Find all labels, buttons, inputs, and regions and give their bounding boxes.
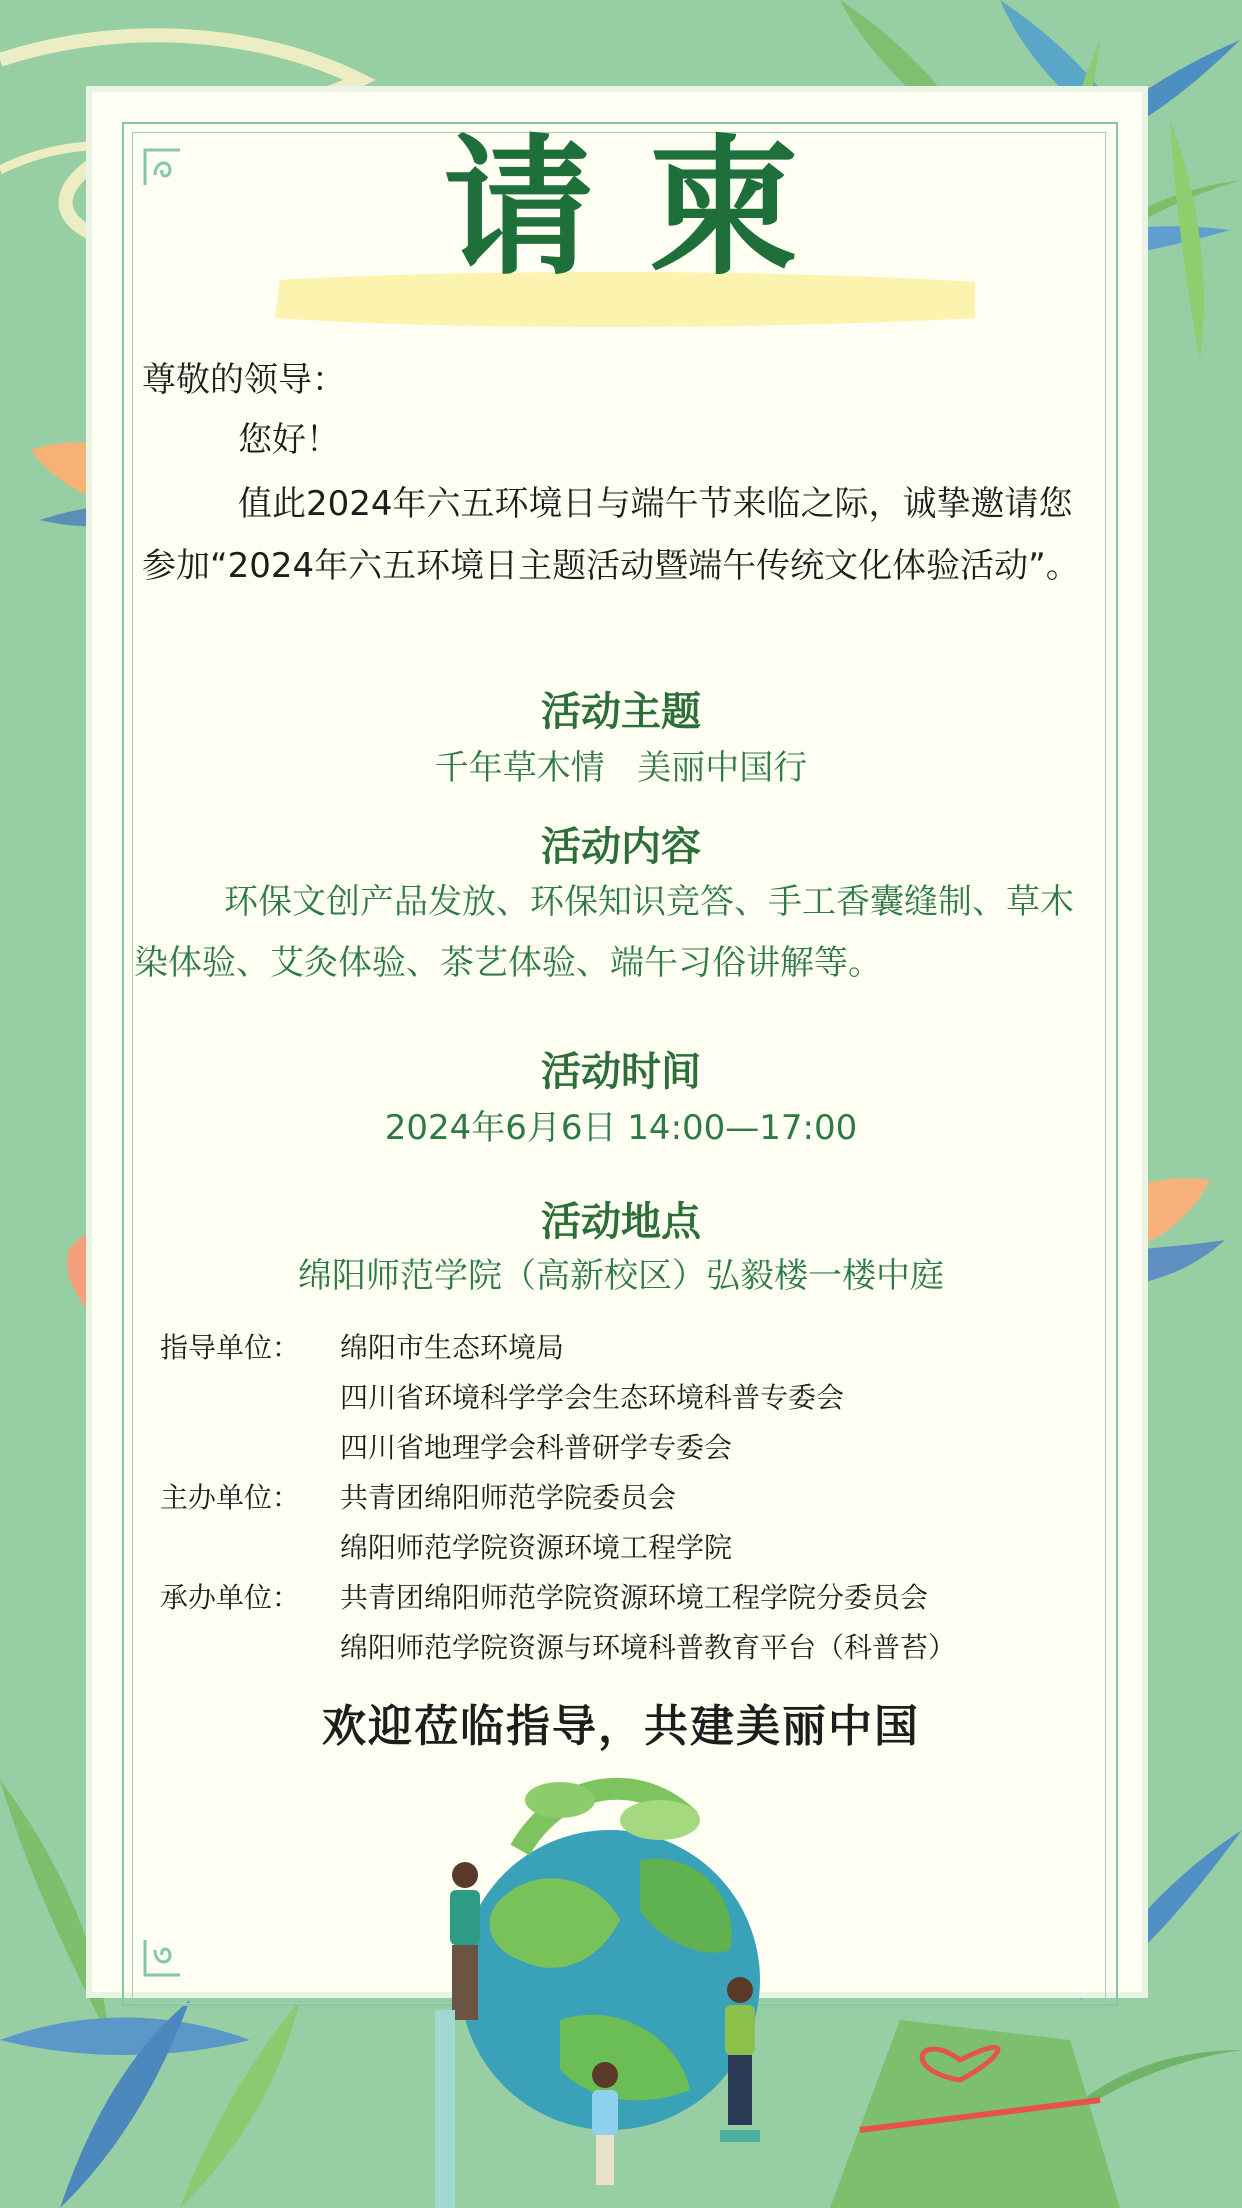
- organizer-label: 承办单位：: [160, 1581, 301, 1614]
- activities-heading: 活动内容: [541, 824, 701, 870]
- organizer-unit-2: 绵阳师范学院资源与环境科普教育平台（科普苔）: [340, 1631, 957, 1664]
- activities-text: 环保文创产品发放、环保知识竞答、手工香囊缝制、草木染体验、艾灸体验、茶艺体验、端午习俗讲解等。: [134, 882, 1074, 983]
- host-label: 主办单位：: [160, 1481, 301, 1514]
- greeting: 尊敬的领导：: [142, 360, 346, 400]
- venue-text: 绵阳师范学院（高新校区）弘毅楼一楼中庭: [298, 1256, 944, 1296]
- venue-heading: 活动地点: [541, 1199, 701, 1245]
- invitation-paragraph: 值此2024年六五环境日与端午节来临之际，诚挚邀请您参加“2024年六五环境日主题活动暨端午传统文化体验活动”。: [142, 484, 1080, 586]
- theme-heading: 活动主题: [541, 689, 701, 735]
- host-unit-1: 共青团绵阳师范学院委员会: [340, 1481, 677, 1514]
- guidance-unit-1: 绵阳市生态环境局: [340, 1331, 565, 1364]
- salutation: 您好！: [238, 420, 340, 460]
- guidance-unit-3: 四川省地理学会科普研学专委会: [340, 1431, 733, 1464]
- host-unit-2: 绵阳师范学院资源环境工程学院: [340, 1531, 733, 1564]
- closing-slogan: 欢迎莅临指导，共建美丽中国: [322, 1701, 920, 1752]
- guidance-unit-2: 四川省环境科学学会生态环境科普专委会: [340, 1381, 845, 1414]
- page-title: 请柬: [443, 120, 854, 296]
- theme-text: 千年草木情 美丽中国行: [434, 748, 808, 788]
- time-text: 2024年6月6日 14:00—17:00: [384, 1108, 858, 1148]
- organizer-unit-1: 共青团绵阳师范学院资源环境工程学院分委员会: [340, 1581, 929, 1614]
- time-heading: 活动时间: [541, 1049, 701, 1095]
- guidance-label: 指导单位：: [160, 1331, 301, 1364]
